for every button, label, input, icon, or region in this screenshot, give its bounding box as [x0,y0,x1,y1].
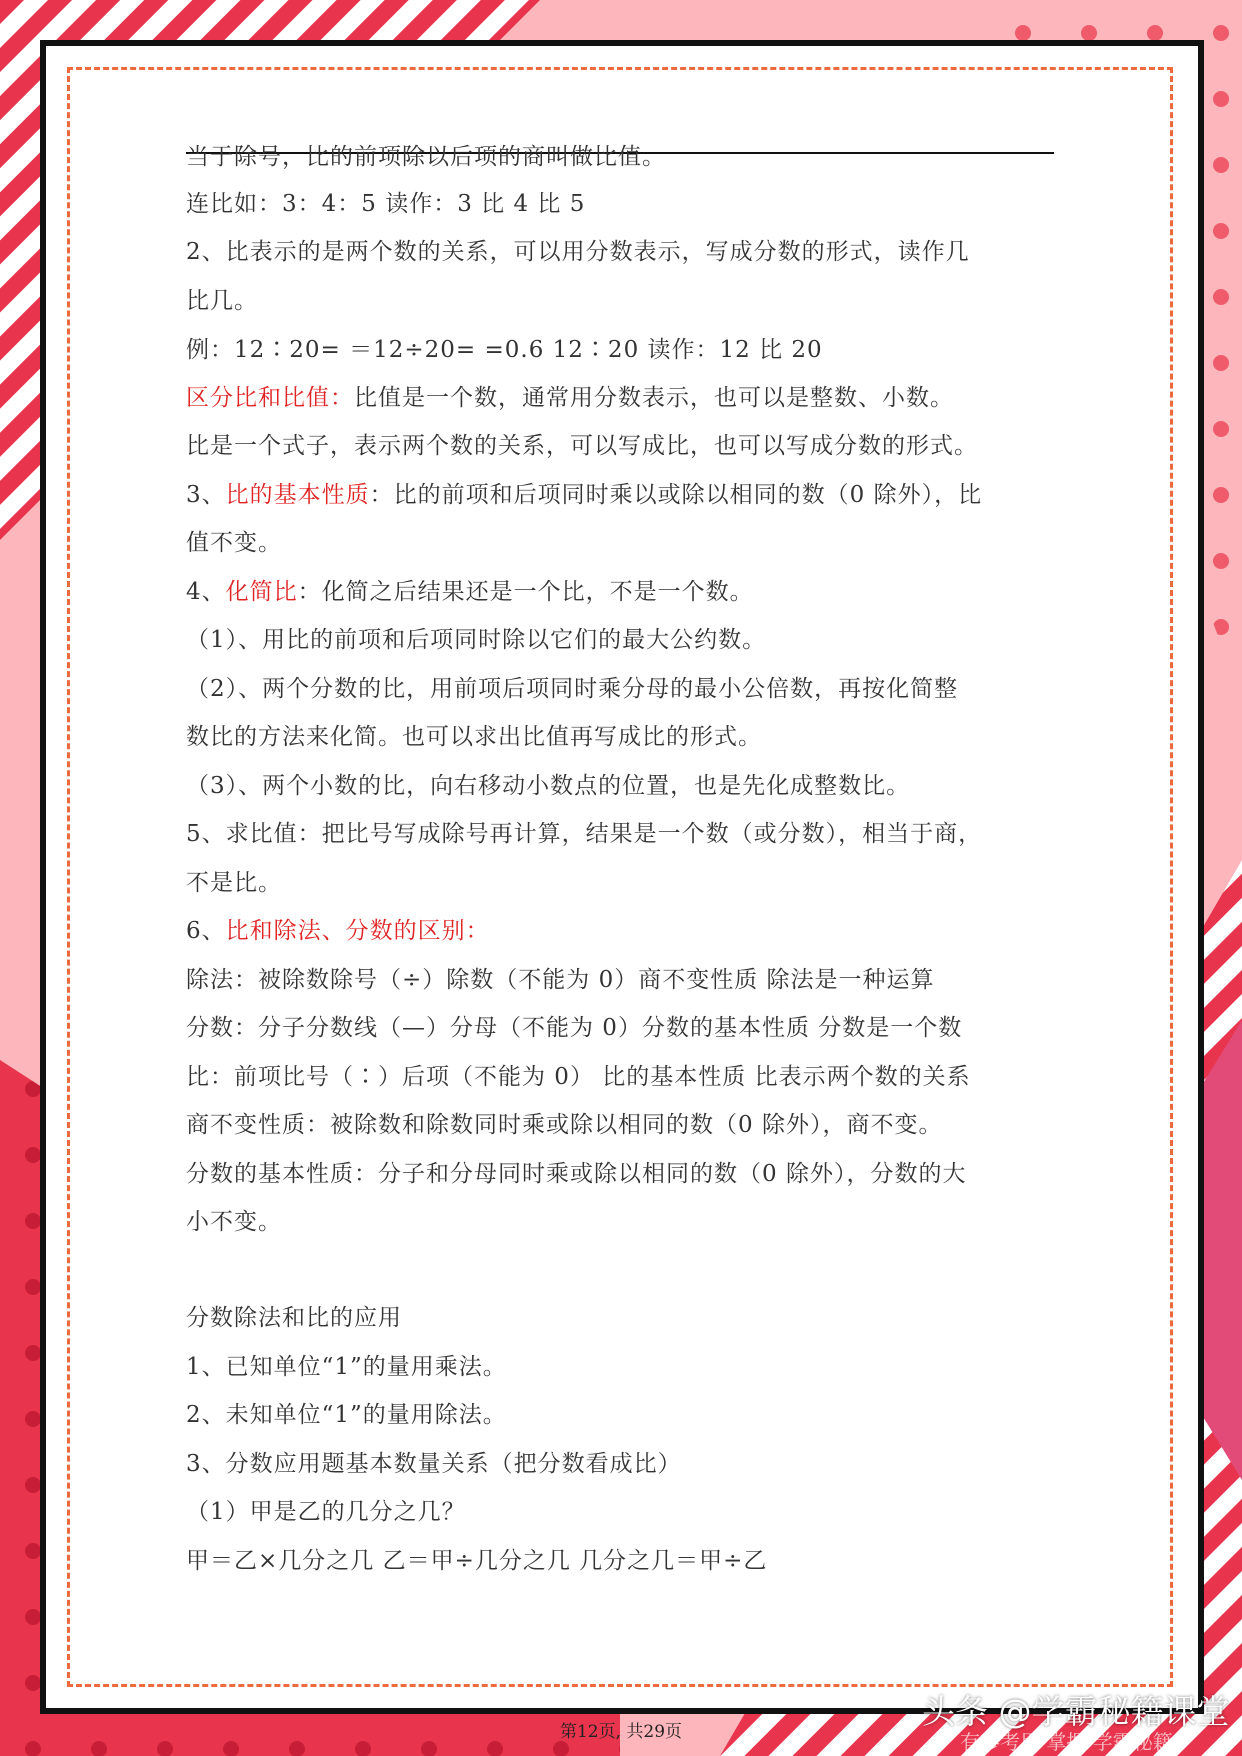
line-text: 5、求比值：把比号写成除号再计算，结果是一个数（或分数），相当于商， [186,821,983,847]
line-text: 3、分数应用题基本数量关系（把分数看成比） [186,1451,682,1477]
text-line [186,286,258,316]
line-text: 2、未知单位“1”的量用除法。 [186,1402,507,1428]
text-line [186,431,978,461]
text-line [186,1400,507,1430]
line-text: 比：前项比号（∶）后项（不能为 0） 比的基本性质 比表示两个数的关系 [186,1064,971,1090]
line-text: 例：12∶20= ＝12÷20= =0.6 12∶20 读作：12 比 20 [186,337,823,363]
line-text: 当于除号，比的前项除以后项的商叫做比值。 [186,144,666,170]
highlighted-term: 区分比和比值： [186,385,354,411]
line-text: ：化简之后结果还是一个比，不是一个数。 [297,579,754,605]
text-line [186,916,490,946]
highlighted-term: 比的基本性质 [225,482,370,508]
text-line [186,965,935,995]
line-text: 商不变性质：被除数和除数同时乘或除以相同的数（0 除外），商不变。 [186,1112,943,1138]
text-line [186,1110,942,1140]
text-line [186,1207,282,1237]
text-line [186,1449,682,1479]
line-text: 3、 [186,482,226,508]
text-line [186,1013,962,1043]
line-text: 4、 [186,579,226,605]
highlighted-term: 比和除法、分数的区别： [225,918,490,944]
line-text: ：比的前项和后项同时乘以或除以相同的数（0 除外），比 [369,482,983,508]
highlighted-term: 化简比 [225,579,298,605]
line-text: 不是比。 [186,870,282,896]
line-text: 甲＝乙×几分之几 乙＝甲÷几分之几 几分之几＝甲÷乙 [186,1548,768,1574]
text-line [186,1159,966,1189]
text-line [186,528,282,558]
text-line [186,480,982,510]
text-line [186,335,823,365]
line-text: 比值是一个数，通常用分数表示，也可以是整数、小数。 [354,385,954,411]
text-line [186,868,282,898]
page-number: 第12页, 共29页 [559,1722,683,1742]
text-line [186,819,982,849]
text-line [186,237,970,267]
text-line [186,625,766,655]
text-line [186,1546,767,1576]
line-text: 分数的基本性质：分子和分母同时乘或除以相同的数（0 除外），分数的大 [186,1161,967,1187]
text-line [186,771,910,801]
line-text: （3）、两个小数的比，向右移动小数点的位置，也是先化成整数比。 [186,773,911,799]
line-text: 连比如：3：4：5 读作：3 比 4 比 5 [186,191,586,217]
line-text: 数比的方法来化简。也可以求出比值再写成比的形式。 [186,724,762,750]
text-line [186,1497,466,1527]
line-text: 比是一个式子，表示两个数的关系，可以写成比，也可以写成分数的形式。 [186,433,978,459]
line-text: 除法：被除数除号（÷）除数（不能为 0）商不变性质 除法是一种运算 [186,967,935,993]
line-text: 小不变。 [186,1209,282,1235]
watermark: 头条 @学霸秘籍课堂 [922,1692,1230,1731]
text-line [186,577,754,607]
text-line [186,674,958,704]
line-text: 2、比表示的是两个数的关系，可以用分数表示，写成分数的形式，读作几 [186,239,970,265]
text-line [186,1352,507,1382]
text-line [186,142,666,172]
line-text: （1）甲是乙的几分之几？ [186,1499,466,1525]
text-line [186,1303,402,1333]
watermark-subtext: 有参考用 掌握 学霸秘籍 [960,1730,1173,1754]
line-text: （2）、两个分数的比，用前项后项同时乘分母的最小公倍数，再按化简整 [186,676,959,702]
text-line [186,383,954,413]
line-text: 1、已知单位“1”的量用乘法。 [186,1354,507,1380]
line-text: 分数除法和比的应用 [186,1305,402,1331]
line-text: 6、 [186,918,226,944]
line-text: （1）、用比的前项和后项同时除以它们的最大公约数。 [186,627,767,653]
text-line [186,189,585,219]
line-text: 比几。 [186,288,258,314]
line-text: 值不变。 [186,530,282,556]
text-line [186,1062,971,1092]
text-line [186,722,762,752]
line-text: 分数：分子分数线（—）分母（不能为 0）分数的基本性质 分数是一个数 [186,1015,963,1041]
